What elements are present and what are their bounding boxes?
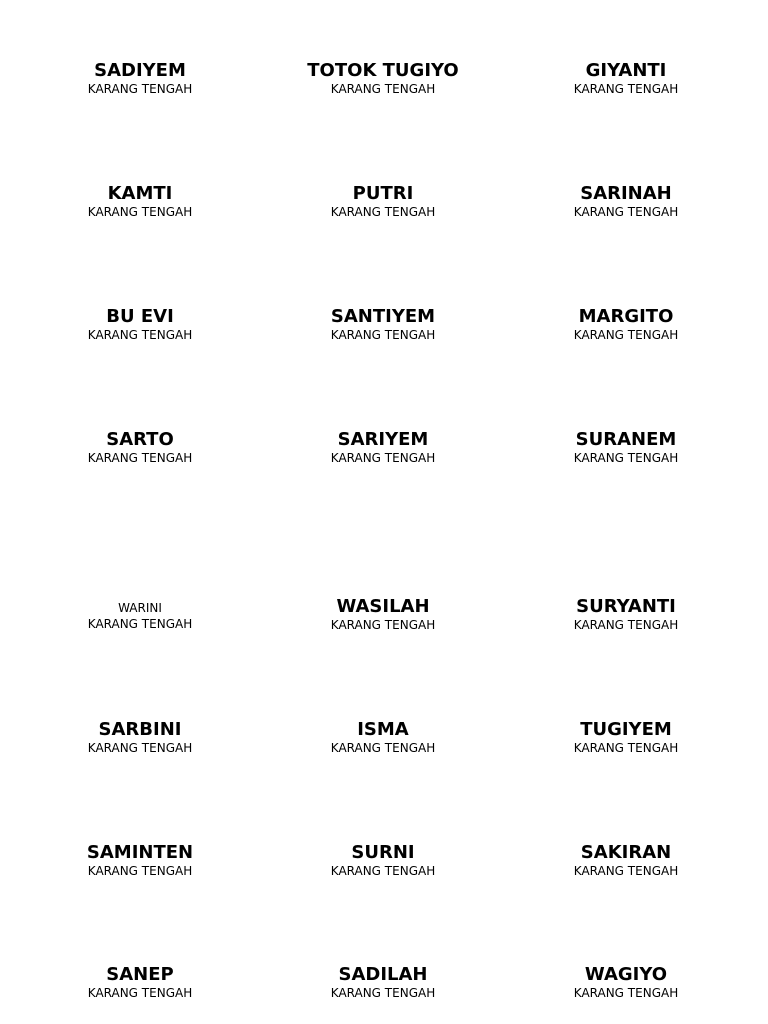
label-name: SURYANTI bbox=[576, 596, 676, 617]
label-name: WASILAH bbox=[336, 596, 430, 617]
address-label bbox=[20, 720, 260, 755]
address-label bbox=[263, 843, 503, 878]
label-place: KARANG TENGAH bbox=[573, 986, 679, 1000]
label-name: SADIYEM bbox=[94, 60, 186, 81]
label-place: KARANG TENGAH bbox=[87, 986, 193, 1000]
label-place: KARANG TENGAH bbox=[87, 82, 193, 96]
label-place: KARANG TENGAH bbox=[330, 864, 436, 878]
label-name: SARINAH bbox=[580, 183, 672, 204]
label-name: ISMA bbox=[357, 719, 409, 740]
label-place: KARANG TENGAH bbox=[573, 864, 679, 878]
label-place: KARANG TENGAH bbox=[573, 741, 679, 755]
label-place: KARANG TENGAH bbox=[330, 328, 436, 342]
label-place: KARANG TENGAH bbox=[87, 864, 193, 878]
label-name: KAMTI bbox=[107, 183, 173, 204]
label-place: KARANG TENGAH bbox=[330, 986, 436, 1000]
label-name: BU EVI bbox=[106, 306, 174, 327]
label-place: KARANG TENGAH bbox=[573, 82, 679, 96]
label-name: SANEP bbox=[106, 964, 174, 985]
address-label bbox=[20, 430, 260, 465]
label-name: TUGIYEM bbox=[580, 719, 672, 740]
label-name: SADILAH bbox=[338, 964, 428, 985]
address-label bbox=[506, 720, 746, 755]
label-place: KARANG TENGAH bbox=[573, 205, 679, 219]
label-place: KARANG TENGAH bbox=[330, 618, 436, 632]
label-name: WARINI bbox=[118, 601, 162, 615]
address-label bbox=[506, 184, 746, 219]
label-name: SAMINTEN bbox=[86, 842, 194, 863]
address-label bbox=[263, 965, 503, 1000]
label-name: SURANEM bbox=[575, 429, 677, 450]
label-name: PUTRI bbox=[352, 183, 414, 204]
address-label bbox=[20, 843, 260, 878]
label-name: SAKIRAN bbox=[580, 842, 672, 863]
address-label bbox=[506, 307, 746, 342]
label-name: MARGITO bbox=[578, 306, 674, 327]
address-label bbox=[20, 184, 260, 219]
address-label bbox=[263, 430, 503, 465]
label-place: KARANG TENGAH bbox=[330, 741, 436, 755]
label-place: KARANG TENGAH bbox=[573, 618, 679, 632]
label-place: KARANG TENGAH bbox=[87, 328, 193, 342]
label-place: KARANG TENGAH bbox=[330, 82, 436, 96]
address-label bbox=[263, 597, 503, 632]
address-label bbox=[506, 430, 746, 465]
address-label bbox=[506, 843, 746, 878]
address-label bbox=[263, 307, 503, 342]
address-label bbox=[506, 965, 746, 1000]
address-label bbox=[263, 184, 503, 219]
address-label bbox=[20, 600, 260, 631]
label-place: KARANG TENGAH bbox=[330, 451, 436, 465]
label-name: SANTIYEM bbox=[330, 306, 436, 327]
label-name: WAGIYO bbox=[584, 964, 668, 985]
label-name: SARTO bbox=[106, 429, 174, 450]
address-label bbox=[506, 61, 746, 96]
address-label bbox=[263, 720, 503, 755]
address-label bbox=[20, 61, 260, 96]
label-place: KARANG TENGAH bbox=[87, 741, 193, 755]
label-place: KARANG TENGAH bbox=[87, 205, 193, 219]
label-place: KARANG TENGAH bbox=[87, 617, 193, 631]
label-name: SARBINI bbox=[98, 719, 182, 740]
label-place: KARANG TENGAH bbox=[573, 328, 679, 342]
label-name: TOTOK TUGIYO bbox=[307, 60, 459, 81]
label-name: SARIYEM bbox=[337, 429, 429, 450]
label-name: GIYANTI bbox=[585, 60, 667, 81]
address-label bbox=[263, 61, 503, 96]
label-place: KARANG TENGAH bbox=[573, 451, 679, 465]
label-place: KARANG TENGAH bbox=[87, 451, 193, 465]
address-label bbox=[20, 307, 260, 342]
label-place: KARANG TENGAH bbox=[330, 205, 436, 219]
address-label bbox=[20, 965, 260, 1000]
address-label bbox=[506, 597, 746, 632]
label-name: SURNI bbox=[351, 842, 415, 863]
